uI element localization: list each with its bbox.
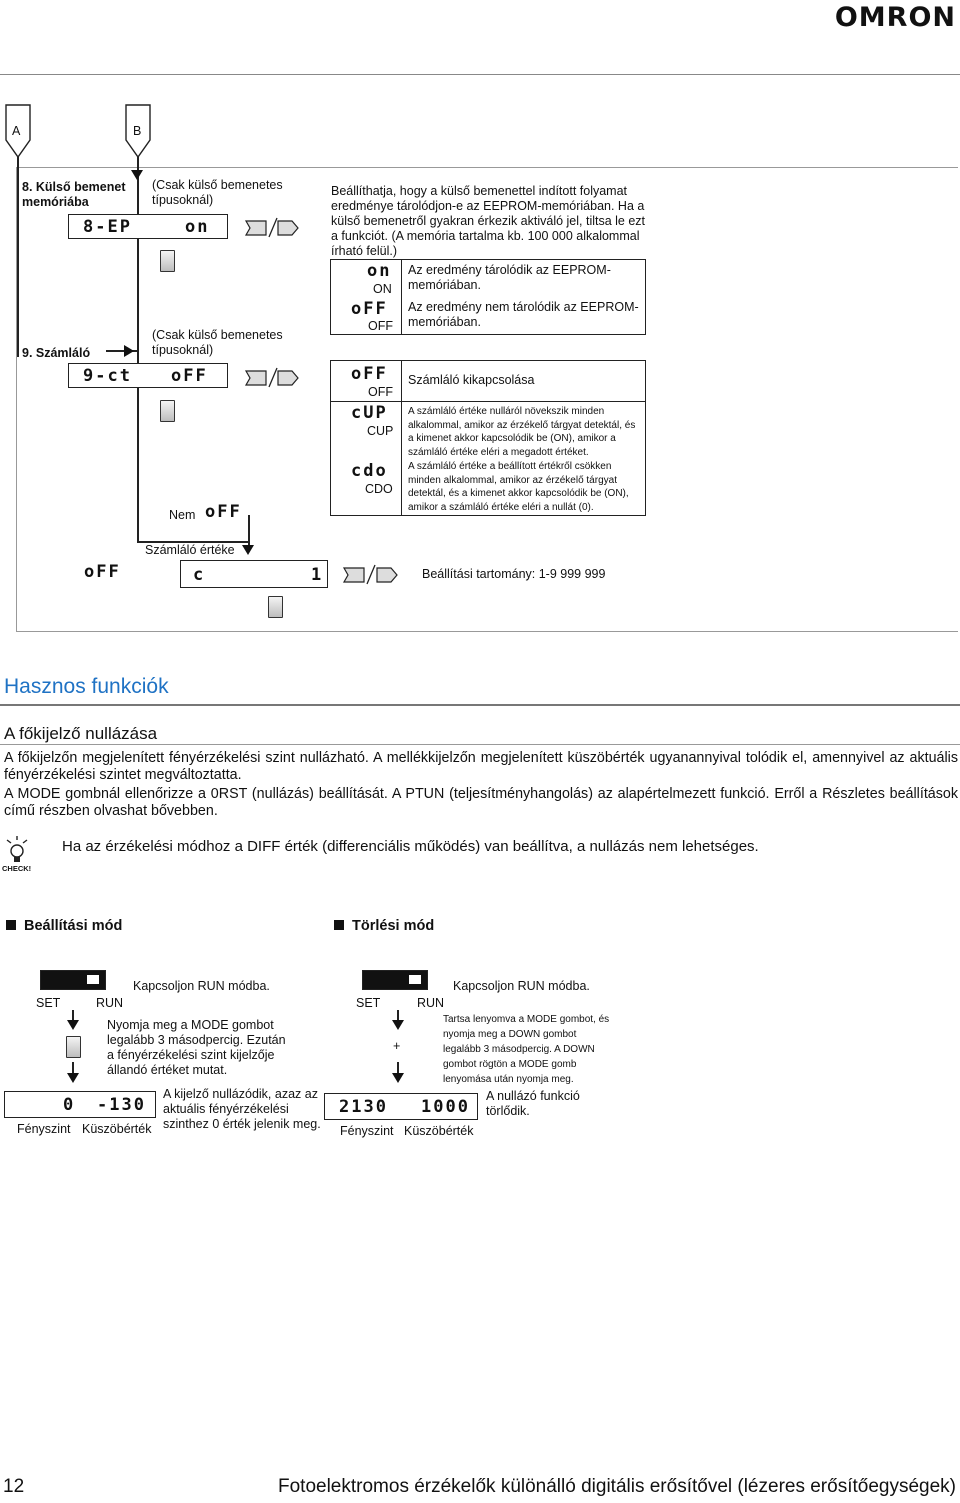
setting-switch-run: RUN <box>96 996 124 1010</box>
check-text: Ha az érzékelési módhoz a DIFF érték (differenciális működés) van beállítva, a nullázás nem lehetséges. <box>62 838 759 855</box>
item8-updown-icon <box>244 215 300 241</box>
section-subtitle: A főkijelző nullázása <box>4 724 158 743</box>
setting-lcd <box>4 1091 156 1118</box>
setting-result: A kijelző nullázódik, azaz az aktuális fényérzékelési szinthez 0 érték jelenik meg. <box>163 1087 321 1131</box>
item9-opt1-seg: cUP <box>351 403 388 423</box>
section-title-rule <box>0 704 960 706</box>
item8-opt0-label: ON <box>373 282 392 296</box>
item9-opt0-seg: oFF <box>351 364 388 384</box>
setting-mode-button[interactable] <box>66 1036 81 1058</box>
counter-left-seg: oFF <box>84 562 121 582</box>
item8-options-divider <box>401 260 402 334</box>
item9-title: 9. Számláló <box>22 346 91 360</box>
counter-lcd-right: 1 <box>311 565 324 585</box>
clear-label-level: Fényszint <box>340 1124 394 1138</box>
item9-note: (Csak külső bemenetes típusoknál) <box>152 328 283 357</box>
setting-switch[interactable] <box>40 970 106 990</box>
clear-switch[interactable] <box>362 970 428 990</box>
item8-opt1-seg: oFF <box>351 299 388 319</box>
item8-desc: Beállíthatja, hogy a külső bemenettel indított folyamat eredménye tárolódjon-e az EEPROM-memóriában. Ha a külső bemenetről gyakran érkezik aktiváló jel, tiltsa le ezt a funkciót. (A memória tartalma kb. 100 000 alkalommal írható felül.) <box>331 184 646 258</box>
item9-options-hdivider <box>331 401 645 402</box>
arrow-down-8 <box>131 170 143 180</box>
item9-lcd-left: 9-ct <box>83 366 132 386</box>
bullet-square-icon <box>334 920 344 930</box>
header-divider <box>0 74 960 75</box>
setting-arrow-2 <box>67 1073 79 1083</box>
column-a-label: A <box>12 124 21 138</box>
item8-lcd <box>68 214 228 239</box>
column-b-label: B <box>133 124 142 138</box>
clear-arrow-2 <box>392 1073 404 1083</box>
clear-label-threshold: Küszöbérték <box>404 1124 474 1138</box>
clear-switch-set: SET <box>356 996 381 1010</box>
flow-line-a <box>17 157 19 357</box>
item8-opt1-text: Az eredmény nem tárolódik az EEPROM-memóriában. <box>408 300 639 329</box>
item9-options-divider <box>401 361 402 515</box>
item8-options-box <box>330 259 646 335</box>
item9-lcd <box>68 363 228 388</box>
item9-opt2-seg: cdo <box>351 461 388 481</box>
clear-lcd <box>324 1093 478 1120</box>
counter-updown-icon <box>342 562 400 588</box>
item9-mode-button[interactable] <box>160 400 175 422</box>
section-subtitle-rule <box>0 744 960 745</box>
footer-page-number: 12 <box>3 1476 25 1497</box>
item9-updown-icon <box>244 365 300 391</box>
setting-arrow-1 <box>67 1020 79 1030</box>
bullet-square-icon <box>6 920 16 930</box>
clear-mode-title-text: Törlési mód <box>352 918 435 934</box>
item9-opt0-label: OFF <box>368 385 393 399</box>
counter-label: Számláló értéke <box>145 543 235 557</box>
check-label: CHECK! <box>2 864 32 873</box>
clear-lcd-right: 1000 <box>421 1097 470 1117</box>
clear-switch-knob <box>409 975 421 984</box>
setting-step2: Nyomja meg a MODE gombot legalább 3 másodpercig. Ezután a fényérzékelési szint kijelzője állandó értéket mutat. <box>107 1018 286 1077</box>
item9-options-box <box>330 360 646 516</box>
section-para-1: A főkijelzőn megjelenített fényérzékelési szint nullázható. A mellékkijelzőn megjelenített küszöbérték ugyanannyival tolódik el, amennyivel az aktuális fényérzékelési szintet megváltoztatta. <box>4 750 958 783</box>
check-bulb-icon <box>4 834 30 864</box>
setting-label-threshold: Küszöbérték <box>82 1122 152 1136</box>
item9-lcd-right: oFF <box>171 366 208 386</box>
item9-opt0-text: Számláló kikapcsolása <box>408 373 535 387</box>
counter-lcd-left: c <box>193 565 206 585</box>
item8-lcd-left: 8-EP <box>83 217 132 237</box>
arrow-head-9 <box>124 345 134 357</box>
setting-switch-knob <box>87 975 99 984</box>
section-para-2: A MODE gombnál ellenőrizze a 0RST (nullázás) beállítását. A PTUN (teljesítményhangolás) az alapértelmezett funkció. Erről a Részletes beállítások című részben olvashat bővebben. <box>4 786 958 819</box>
item8-opt0-seg: on <box>367 261 392 281</box>
item9-nem-seg: oFF <box>205 502 242 522</box>
setting-lcd-right: -130 <box>97 1095 146 1115</box>
column-markers-svg <box>0 95 170 175</box>
item9-nem-label: Nem <box>169 508 196 522</box>
clear-result: A nullázó funkció törlődik. <box>486 1089 580 1118</box>
setting-switch-set: SET <box>36 996 61 1010</box>
clear-lcd-left: 2130 <box>339 1097 388 1117</box>
item8-lcd-right: on <box>185 217 210 237</box>
clear-step2: Tartsa lenyomva a MODE gombot, és nyomja meg a DOWN gombot legalább 3 másodpercig. A DOWN gombot rögtön a MODE gomb lenyomása után nyomja meg. <box>443 1014 610 1085</box>
setting-lcd-left: 0 <box>63 1095 76 1115</box>
clear-switch-run: RUN <box>417 996 445 1010</box>
item9-opt2-label: CDO <box>365 482 393 496</box>
counter-mode-button[interactable] <box>268 596 283 618</box>
item8-mode-button[interactable] <box>160 250 175 272</box>
item8-opt0-text: Az eredmény tárolódik az EEPROM-memóriában. <box>408 263 611 292</box>
clear-plus: + <box>393 1039 401 1053</box>
clear-step1: Kapcsoljon RUN módba. <box>453 979 590 993</box>
item9-opt2-text: A számláló értéke a beállított értékről csökken minden alkalommal, amikor az érzékelő tárgyat detektál, és a kimenet akkor kapcsolódik be (ON), amikor a számláló értéke eléri a nullát (0). <box>408 461 629 513</box>
counter-lcd <box>180 560 328 588</box>
setting-label-level: Fényszint <box>17 1122 71 1136</box>
clear-arrow-1 <box>392 1020 404 1030</box>
item8-opt1-label: OFF <box>368 319 393 333</box>
footer-title: Fotoelektromos érzékelők különálló digitális erősítővel (lézeres erősítőegységek) <box>278 1476 956 1497</box>
omron-logo: OMRON <box>834 2 956 33</box>
setting-mode-title-text: Beállítási mód <box>24 918 123 934</box>
setting-mode-title <box>6 918 122 934</box>
counter-range: Beállítási tartomány: 1-9 999 999 <box>422 567 606 581</box>
arrow-down-counter <box>242 545 254 555</box>
item9-opt1-text: A számláló értéke nulláról növekszik minden alkalommal, amikor az érzékelő tárgyat detektál, és a kimenet akkor kapcsolódik be (ON), amikor a számláló értéke eléri a megadott értéket. <box>408 406 636 458</box>
item8-note: (Csak külső bemenetes típusoknál) <box>152 178 283 207</box>
setting-step1: Kapcsoljon RUN módba. <box>133 979 270 993</box>
clear-mode-title <box>334 918 434 934</box>
section-title: Hasznos funkciók <box>4 675 169 698</box>
item8-title: 8. Külső bemenet memóriába <box>22 180 126 209</box>
item9-opt1-label: CUP <box>367 424 394 438</box>
